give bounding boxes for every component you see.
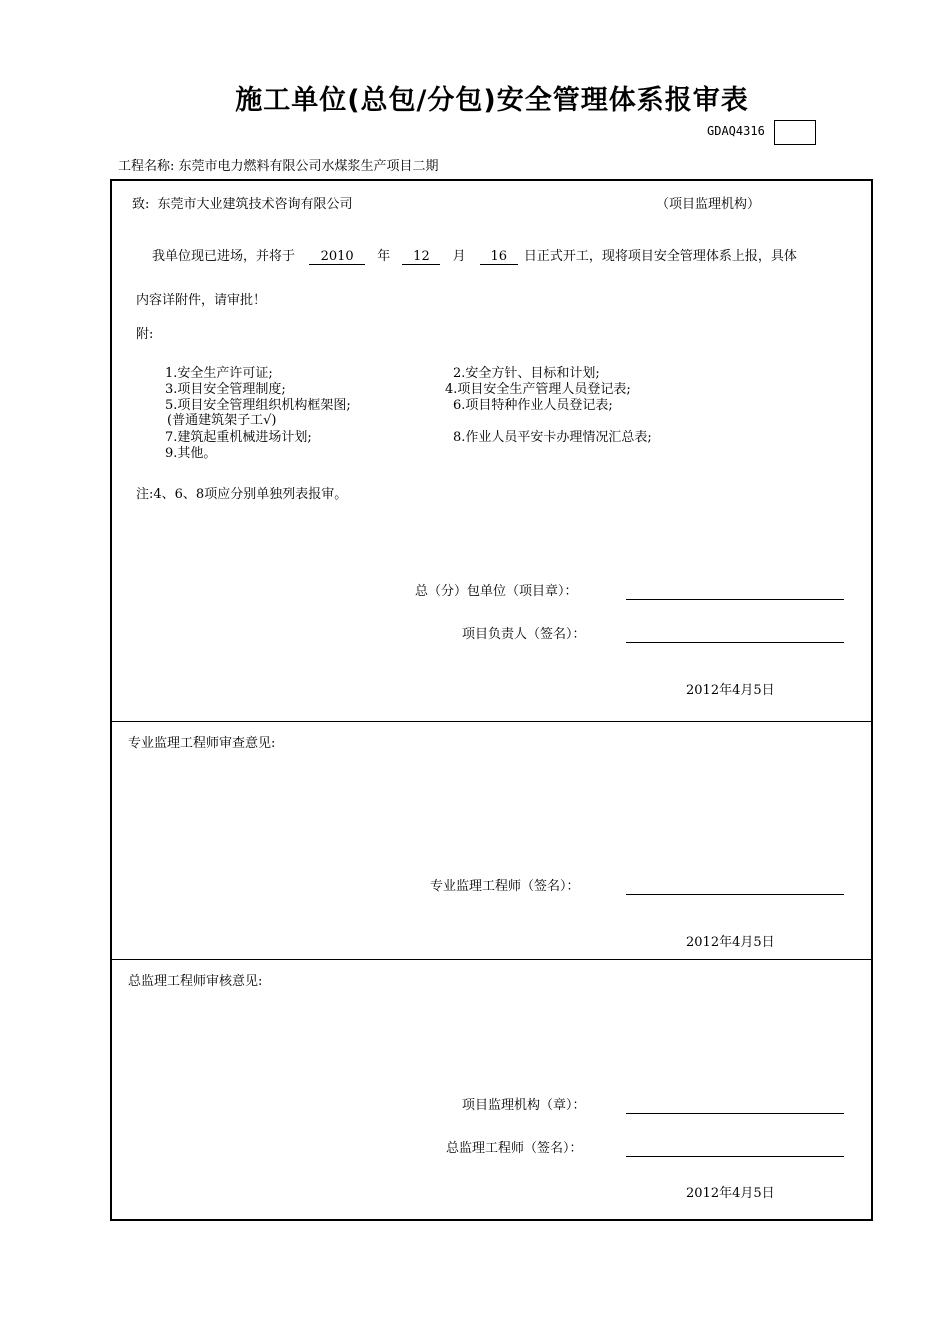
- section-divider: [112, 959, 871, 960]
- start-month: 12: [402, 249, 440, 265]
- declaration-line: [152, 245, 869, 265]
- section2-date: 2012年4月5日: [686, 935, 775, 950]
- contractor-seal-label: 总（分）包单位（项目章）：: [415, 584, 578, 599]
- specialist-review-heading: 专业监理工程师审查意见:: [128, 736, 276, 751]
- chief-review-heading: 总监理工程师审核意见:: [128, 974, 263, 989]
- project-label: 工程名称:: [118, 159, 175, 174]
- section1-date: 2012年4月5日: [686, 683, 775, 698]
- supervision-seal-label: 项目监理机构（章）：: [462, 1098, 586, 1113]
- attachment-item: 7.建筑起重机械进场计划;: [165, 430, 312, 445]
- start-day: 16: [480, 249, 518, 265]
- attachment-item: 1.安全生产许可证;: [165, 366, 273, 381]
- form-title: 施工单位(总包/分包)安全管理体系报审表: [235, 85, 749, 116]
- chief-engineer-sign-line[interactable]: [626, 1156, 844, 1157]
- specialist-sign-line[interactable]: [626, 894, 844, 895]
- attachment-item: 6.项目特种作业人员登记表;: [453, 398, 613, 413]
- section3-date: 2012年4月5日: [686, 1186, 775, 1201]
- project-manager-sign-line[interactable]: [626, 642, 844, 643]
- contractor-seal-line[interactable]: [626, 599, 844, 600]
- addressee-row: [132, 193, 353, 212]
- year-unit: 年: [377, 249, 391, 264]
- attachment-item: 8.作业人员平安卡办理情况汇总表;: [453, 430, 652, 445]
- declaration-line-2: 内容详附件，请审批！: [136, 293, 267, 308]
- to-label: 致:: [132, 197, 150, 212]
- attachment-item-note: (普通建筑架子工√): [167, 413, 277, 428]
- month-unit: 月: [452, 249, 466, 264]
- attachment-label: 附:: [136, 327, 154, 342]
- attachment-item: 5.项目安全管理组织机构框架图;: [165, 398, 351, 413]
- attachment-item: 2.安全方针、目标和计划;: [453, 366, 600, 381]
- project-manager-sign-label: 项目负责人（签名）：: [462, 627, 586, 642]
- to-name: 东莞市大业建筑技术咨询有限公司: [157, 197, 353, 212]
- supervision-seal-line[interactable]: [626, 1113, 844, 1114]
- attachment-item: 3.项目安全管理制度;: [165, 382, 286, 397]
- declaration-suffix: 日正式开工，现将项目安全管理体系上报，具体: [523, 249, 797, 264]
- attachment-item: 9.其他。: [165, 446, 217, 461]
- form-code: GDAQ4316: [707, 124, 765, 138]
- form-frame: [110, 179, 873, 1221]
- project-name: 东莞市电力燃料有限公司水煤浆生产项目二期: [178, 159, 439, 174]
- chief-engineer-sign-label: 总监理工程师（签名）：: [446, 1141, 583, 1156]
- declaration-prefix: 我单位现已进场，并将于: [152, 249, 296, 264]
- start-year: 2010: [309, 249, 365, 265]
- form-code-box[interactable]: [774, 120, 816, 145]
- attachment-note: 注:4、6、8项应分别单独列表报审。: [136, 487, 348, 502]
- attachment-item: 4.项目安全生产管理人员登记表;: [445, 382, 631, 397]
- to-note: （项目监理机构）: [656, 197, 761, 212]
- section-divider: [112, 721, 871, 722]
- specialist-sign-label: 专业监理工程师（签名）：: [430, 879, 580, 894]
- project-name-row: [118, 155, 439, 174]
